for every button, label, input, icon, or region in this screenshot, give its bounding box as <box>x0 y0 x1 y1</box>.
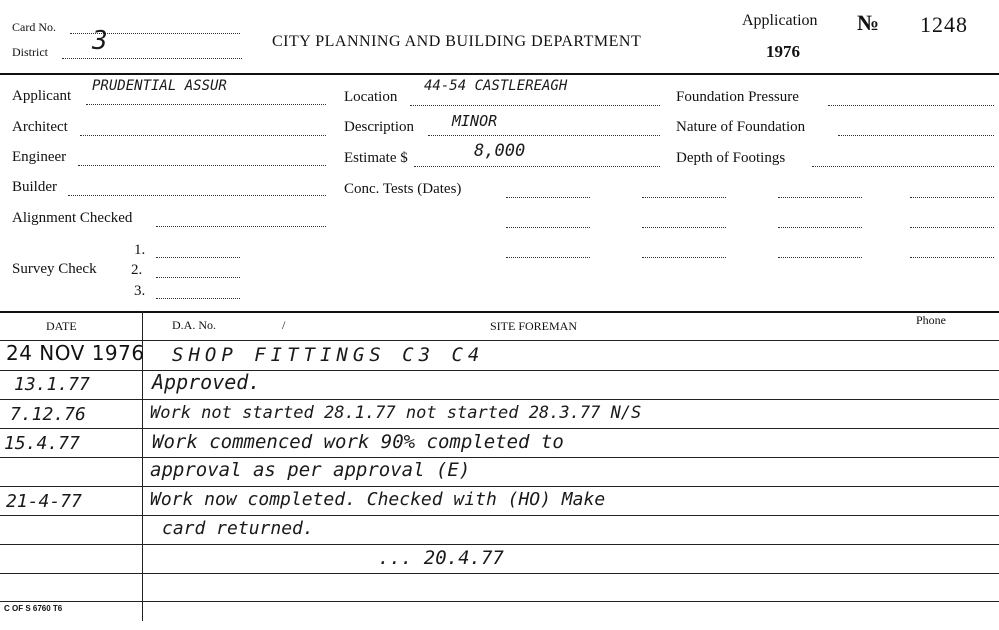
entry-text-0: SHOP FITTINGS C3 C4 <box>172 344 485 366</box>
site-foreman-header: SITE FOREMAN <box>490 319 578 333</box>
district-value: 3 <box>92 26 108 56</box>
survey-num-2: 2. <box>131 262 143 278</box>
survey-num-3: 3. <box>134 283 146 299</box>
entry-date-0: 24 NOV 1976 <box>6 341 145 365</box>
estimate-label: Estimate $ <box>344 150 408 166</box>
alignment-label: Alignment Checked <box>12 210 133 226</box>
phone-header: Phone <box>916 313 946 327</box>
form-code: C OF S 6760 T6 <box>4 604 63 613</box>
description-label: Description <box>344 119 414 135</box>
conc-line-1d <box>910 197 994 198</box>
entry-text-4: approval as per approval (E) <box>150 459 471 481</box>
conc-line-3c <box>778 257 862 258</box>
estimate-line <box>414 166 660 167</box>
applicant-label: Applicant <box>12 88 72 104</box>
da-no-header: D.A. No. <box>172 318 216 332</box>
applicant-value: PRUDENTIAL ASSUR <box>92 78 227 94</box>
engineer-line <box>78 165 326 166</box>
conc-line-3a <box>506 257 590 258</box>
header-rule <box>0 73 999 75</box>
conc-tests-label: Conc. Tests (Dates) <box>344 181 462 197</box>
rule-3 <box>0 428 999 429</box>
entry-text-3: Work commenced work 90% completed to <box>152 431 564 453</box>
entry-text-1: Approved. <box>152 370 261 394</box>
rule-1 <box>0 370 999 371</box>
rule-8 <box>0 573 999 574</box>
rule-6 <box>0 515 999 516</box>
table-top-rule <box>0 311 999 313</box>
conc-line-1b <box>642 197 726 198</box>
builder-label: Builder <box>12 179 57 195</box>
application-number: 1248 <box>920 12 968 37</box>
entry-date-2: 7.12.76 <box>10 404 86 425</box>
number-symbol: № <box>857 10 880 35</box>
entry-date-3: 15.4.77 <box>4 433 80 454</box>
application-year: 1976 <box>766 42 800 61</box>
district-label: District <box>12 45 48 59</box>
conc-line-1a <box>506 197 590 198</box>
applicant-line <box>86 104 326 105</box>
conc-line-2c <box>778 227 862 228</box>
district-line <box>62 58 242 59</box>
survey-label: Survey Check <box>12 261 97 277</box>
foundation-pressure-line <box>828 105 994 106</box>
builder-line <box>68 195 326 196</box>
foundation-pressure-label: Foundation Pressure <box>676 89 799 105</box>
alignment-line <box>156 226 326 227</box>
conc-line-2b <box>642 227 726 228</box>
rule-0 <box>0 340 999 341</box>
entry-date-1: 13.1.77 <box>14 374 90 395</box>
department-title: CITY PLANNING AND BUILDING DEPARTMENT <box>272 33 642 50</box>
conc-line-3b <box>642 257 726 258</box>
description-value: MINOR <box>452 112 498 130</box>
date-header: DATE <box>46 319 77 333</box>
survey-num-1: 1. <box>134 242 146 258</box>
rule-7 <box>0 544 999 545</box>
nature-foundation-label: Nature of Foundation <box>676 119 806 135</box>
survey-line-1 <box>156 257 240 258</box>
depth-footings-line <box>812 166 994 167</box>
architect-label: Architect <box>12 119 68 135</box>
description-line <box>428 135 660 136</box>
engineer-label: Engineer <box>12 149 67 165</box>
conc-line-1c <box>778 197 862 198</box>
conc-line-3d <box>910 257 994 258</box>
entry-text-7: ... 20.4.77 <box>378 547 504 569</box>
da-slash: / <box>282 318 286 332</box>
rule-5 <box>0 486 999 487</box>
location-label: Location <box>344 89 398 105</box>
rule-2 <box>0 399 999 400</box>
application-label: Application <box>742 12 818 29</box>
depth-footings-label: Depth of Footings <box>676 150 786 166</box>
entry-date-5: 21-4-77 <box>6 491 82 512</box>
conc-line-2d <box>910 227 994 228</box>
location-line <box>410 105 660 106</box>
location-value: 44-54 CASTLEREAGH <box>424 78 568 94</box>
entry-text-5: Work now completed. Checked with (HO) Make <box>150 489 606 510</box>
rule-9 <box>0 601 999 602</box>
entry-text-2: Work not started 28.1.77 not started 28.3.77 N/S <box>150 403 642 423</box>
conc-line-2a <box>506 227 590 228</box>
entry-text-6: card returned. <box>162 518 314 539</box>
card-no-label: Card No. <box>12 20 56 34</box>
survey-line-3 <box>156 298 240 299</box>
nature-foundation-line <box>838 135 994 136</box>
architect-line <box>80 135 326 136</box>
estimate-value: 8,000 <box>474 141 526 161</box>
survey-line-2 <box>156 277 240 278</box>
rule-4 <box>0 457 999 458</box>
